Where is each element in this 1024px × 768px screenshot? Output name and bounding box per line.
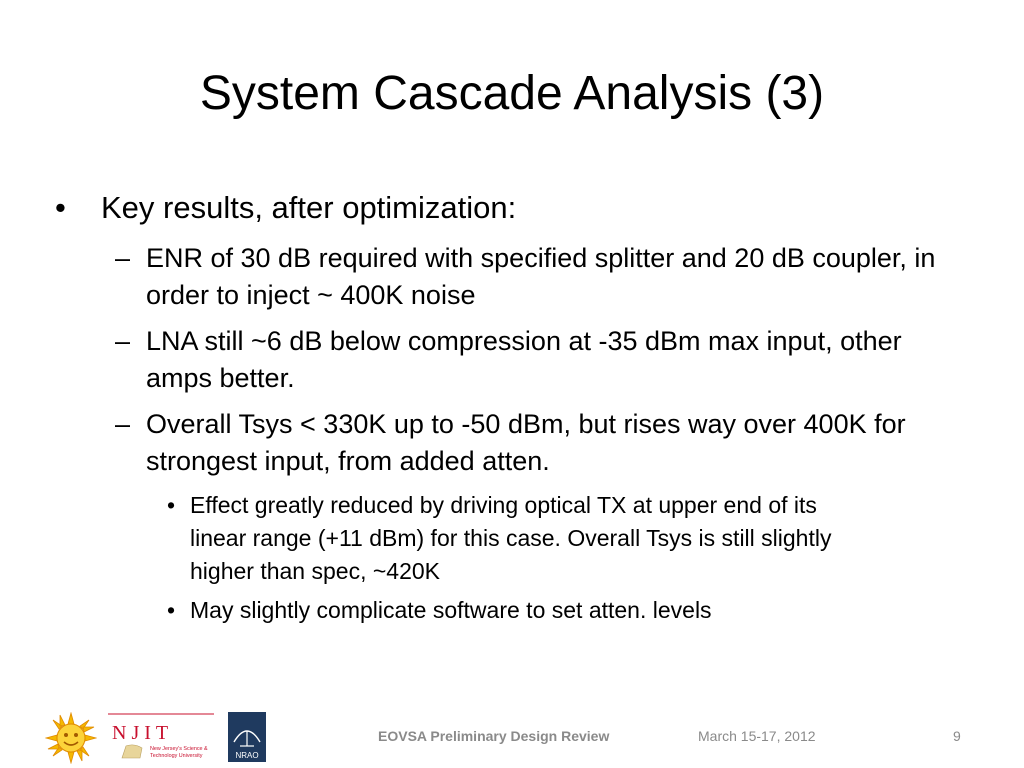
dash-marker: – (115, 326, 131, 356)
nrao-logo-text: NRAO (235, 751, 259, 760)
bullet-level2 (55, 406, 975, 480)
nrao-logo-icon (228, 712, 266, 762)
bullet-marker: • (55, 190, 66, 225)
bullet-text: Key results, after optimization: (101, 190, 517, 225)
njit-logo-icon (108, 712, 216, 762)
bullet-text: ENR of 30 dB required with specified splitter and 20 dB coupler, in order to inject ~ 400K noise (146, 243, 936, 310)
njit-subtitle-2: Technology University (150, 753, 203, 759)
bullet-level1 (55, 188, 975, 228)
njit-logo-text: NJIT (112, 722, 174, 744)
bullet-text: LNA still ~6 dB below compression at -35 dBm max input, other amps better. (146, 326, 902, 393)
footer-page-number: 9 (953, 728, 961, 744)
bullet-marker: • (167, 597, 176, 623)
footer-conference: EOVSA Preliminary Design Review (378, 728, 610, 744)
footer-date: March 15-17, 2012 (698, 728, 816, 744)
bullet-level3 (55, 489, 870, 588)
bullet-marker: • (167, 492, 176, 518)
bullet-level2 (55, 323, 975, 397)
bullet-level2 (55, 240, 975, 314)
bullet-level3 (55, 594, 870, 627)
slide-title: System Cascade Analysis (3) (199, 67, 825, 120)
bullet-text: May slightly complicate software to set atten. levels (190, 597, 712, 623)
njit-subtitle-1: New Jersey's Science & (150, 746, 208, 752)
sun-logo-icon (45, 712, 97, 764)
bullet-text: Effect greatly reduced by driving optical TX at upper end of its linear range (+11 dBm) for this case. Overall Tsys is still slightly higher than spec, ~420K (190, 492, 832, 584)
dash-marker: – (115, 409, 131, 439)
dash-marker: – (115, 243, 131, 273)
bullet-text: Overall Tsys < 330K up to -50 dBm, but rises way over 400K for strongest input, from added atten. (146, 409, 906, 476)
slide-content (55, 188, 975, 633)
